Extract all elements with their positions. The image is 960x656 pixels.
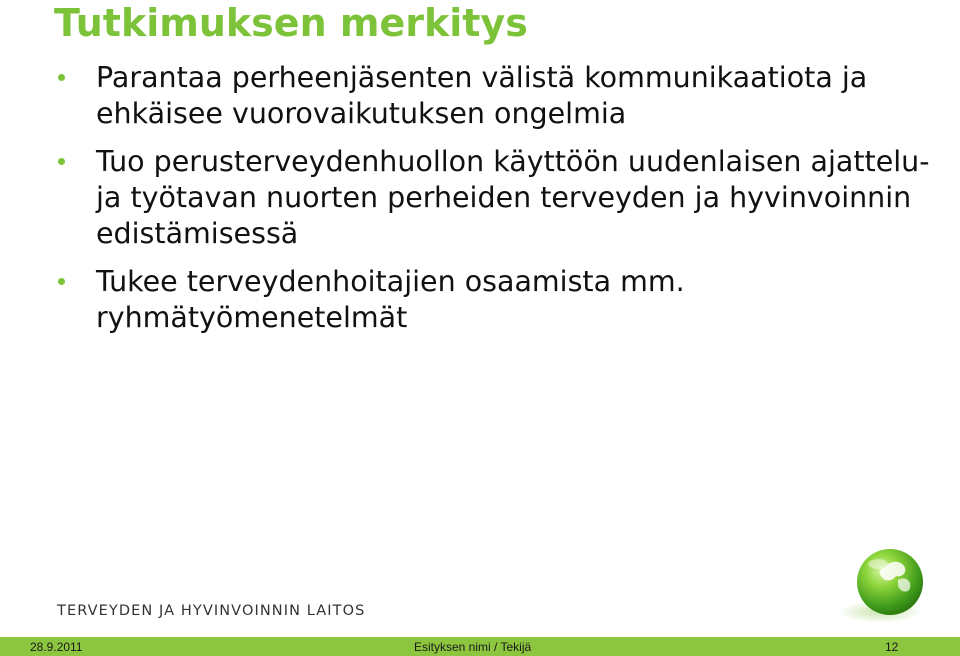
bullet-item: [58, 264, 938, 336]
organization-logo-text: TERVEYDEN JA HYVINVOINNIN LAITOS: [57, 603, 366, 619]
bullet-text: Parantaa perheenjäsenten välistä kommunikaatiota ja ehkäisee vuorovaikutuksen ongelmia: [96, 61, 868, 130]
slide-title: Tutkimuksen merkitys: [54, 1, 528, 45]
bullet-text: Tukee terveydenhoitajien osaamista mm. ryhmätyömenetelmät: [96, 265, 685, 334]
footer-bar: [0, 637, 960, 656]
bullet-text: Tuo perusterveydenhuollon käyttöön uudenlaisen ajattelu- ja työtavan nuorten perheiden terveyden ja hyvinvoinnin edistämisessä: [96, 145, 930, 250]
bullet-dot-icon: [58, 158, 65, 165]
footer-presentation-name: Esityksen nimi / Tekijä: [414, 640, 532, 654]
bullet-item: [58, 60, 938, 132]
bullet-list: [58, 60, 938, 348]
footer-page-number: 12: [885, 640, 899, 654]
bullet-item: [58, 144, 938, 252]
bullet-dot-icon: [58, 74, 65, 81]
footer-date: 28.9.2011: [30, 640, 83, 654]
thl-green-sphere-icon: [834, 546, 932, 630]
bullet-dot-icon: [58, 278, 65, 285]
